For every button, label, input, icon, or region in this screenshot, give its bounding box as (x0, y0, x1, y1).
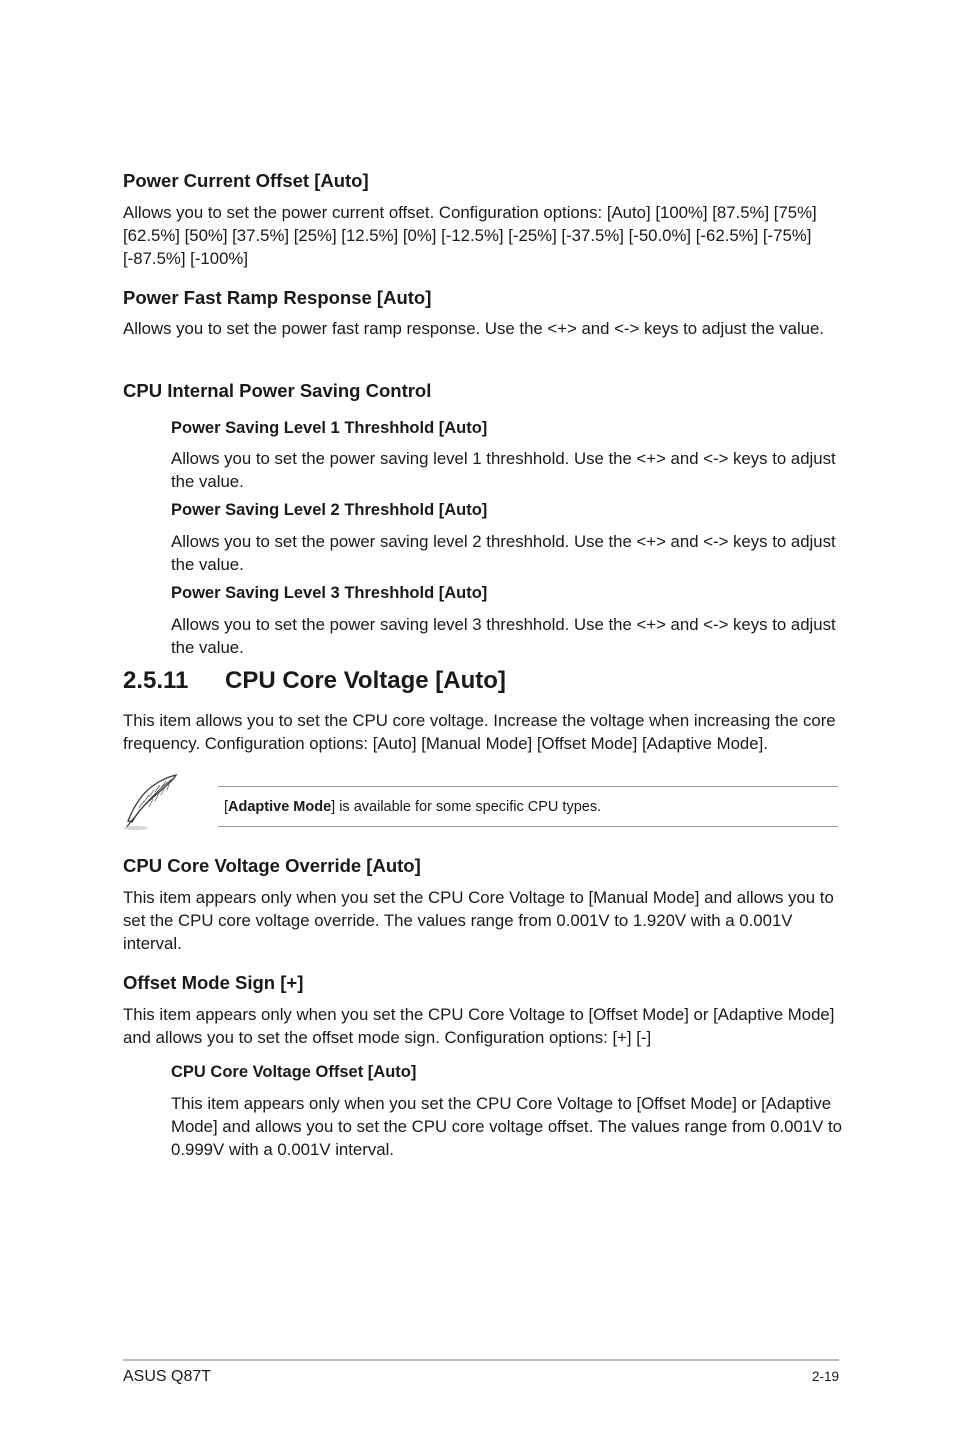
note-text (224, 797, 601, 817)
footer-page-number: 2-19 (811, 1369, 839, 1384)
heading-override: CPU Core Voltage Override [Auto] (123, 855, 421, 876)
desc-override: This item appears only when you set the CPU Core Voltage to [Manual Mode] and allows you to set the CPU core voltage override. The values range from 0.001V to 1.920V with a 0.001V interval. (123, 888, 834, 954)
heading-level3: Power Saving Level 3 Threshhold [Auto] (171, 584, 488, 602)
feather-pen-icon (120, 772, 182, 832)
heading-power-fast-ramp: Power Fast Ramp Response [Auto] (123, 287, 432, 308)
note-bold-term: Adaptive Mode (228, 799, 332, 815)
desc-level3: Allows you to set the power saving level 3 threshhold. Use the <+> and <-> keys to adjust the value. (171, 615, 836, 658)
footer-rule (123, 1359, 839, 1361)
heading-offset: CPU Core Voltage Offset [Auto] (171, 1063, 417, 1081)
desc-offset-sign: This item appears only when you set the CPU Core Voltage to [Offset Mode] or [Adaptive Mode] and allows you to set the offset mode sign. Configuration options: [+] [-] (123, 1005, 835, 1048)
desc-level1: Allows you to set the power saving level 1 threshhold. Use the <+> and <-> keys to adjust the value. (171, 449, 836, 492)
heading-cpu-internal-power-saving: CPU Internal Power Saving Control (123, 380, 432, 401)
desc-power-fast-ramp: Allows you to set the power fast ramp response. Use the <+> and <-> keys to adjust the value. (123, 319, 825, 338)
heading-level1: Power Saving Level 1 Threshhold [Auto] (171, 419, 488, 437)
section-title: CPU Core Voltage [Auto] (225, 667, 506, 694)
footer-product: ASUS Q87T (123, 1368, 212, 1385)
note-open-bracket: [ (224, 799, 229, 815)
heading-level2: Power Saving Level 2 Threshhold [Auto] (171, 501, 488, 519)
heading-power-current-offset: Power Current Offset [Auto] (123, 170, 369, 191)
desc-cpu-core-voltage: This item allows you to set the CPU core voltage. Increase the voltage when increasing the core frequency. Configuration options: [Auto] [Manual Mode] [Offset Mode] [Adaptive Mode]. (123, 711, 836, 754)
section-number: 2.5.11 (123, 667, 189, 694)
desc-level2: Allows you to set the power saving level 2 threshhold. Use the <+> and <-> keys to adjust the value. (171, 532, 836, 575)
note-bottom-rule (218, 826, 838, 827)
note-top-rule (218, 786, 838, 787)
heading-offset-sign: Offset Mode Sign [+] (123, 972, 304, 993)
note-rest: ] is available for some specific CPU types. (331, 799, 602, 815)
desc-power-current-offset: Allows you to set the power current offset. Configuration options: [Auto] [100%] [87.5%] [75%] [62.5%] [50%] [37.5%] [25%] [12.5%] [0%] [-12.5%] [-25%] [-37.5%] [-50.0%] [-62.5%] [-75%] [-87.5%] [-100%] (123, 203, 817, 269)
desc-offset: This item appears only when you set the CPU Core Voltage to [Offset Mode] or [Adaptive Mode] and allows you to set the CPU core voltage offset. The values range from 0.001V to 0.999V with a 0.001V interval. (171, 1094, 843, 1160)
